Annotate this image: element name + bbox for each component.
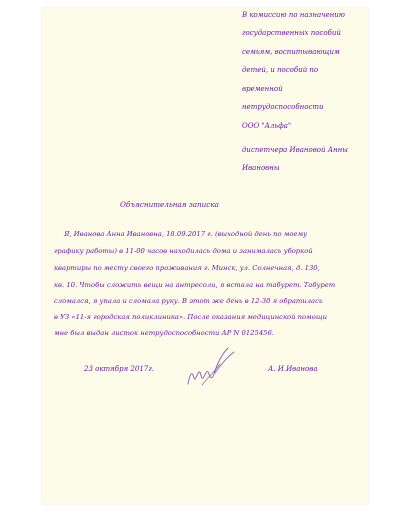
addressee-line: нетрудоспособности bbox=[242, 103, 324, 111]
signer-name: А. И.Иванова bbox=[268, 365, 318, 373]
document-date: 23 октября 2017г. bbox=[84, 365, 154, 373]
body-line: квартиры по месту своего проживания г. Минск, ул. Солнечная, д. 130, bbox=[54, 264, 320, 272]
body-line: в УЗ «11-я городская поликлиника». После оказания медицинской помощи bbox=[54, 313, 328, 321]
body-line: графику работы) в 11-00 часов находилась дома и занималась уборкой bbox=[54, 247, 313, 255]
document-title: Объяснительная записка bbox=[120, 200, 219, 209]
addressee-line: временной bbox=[242, 85, 283, 93]
body-line: Я, Иванова Анна Ивановна, 18.09.2017 г. (выходной день по моему bbox=[64, 230, 308, 238]
body-line: сломался, я упала и сломала руку. В этот же день в 12-30 я обратилась bbox=[54, 297, 323, 305]
sender-line: диспетчера Ивановой Анны bbox=[242, 146, 348, 154]
sender-line: Ивановны bbox=[242, 164, 280, 172]
addressee-line: В комиссию по назначению bbox=[242, 11, 345, 19]
addressee-line: детей, и пособий по bbox=[242, 66, 319, 74]
body-line: мне был выдан листок нетрудоспособности АР N 0125456. bbox=[54, 329, 274, 337]
addressee-line: семьям, воспитывающим bbox=[242, 48, 340, 56]
addressee-line: государственных пособий bbox=[242, 29, 341, 37]
document-page bbox=[42, 8, 368, 504]
addressee-line: ООО "Альфа" bbox=[242, 122, 292, 130]
signature bbox=[182, 344, 242, 392]
body-line: кв. 10. Чтобы сложить вещи на антресоли, я встала на табурет. Табурет bbox=[54, 281, 336, 289]
